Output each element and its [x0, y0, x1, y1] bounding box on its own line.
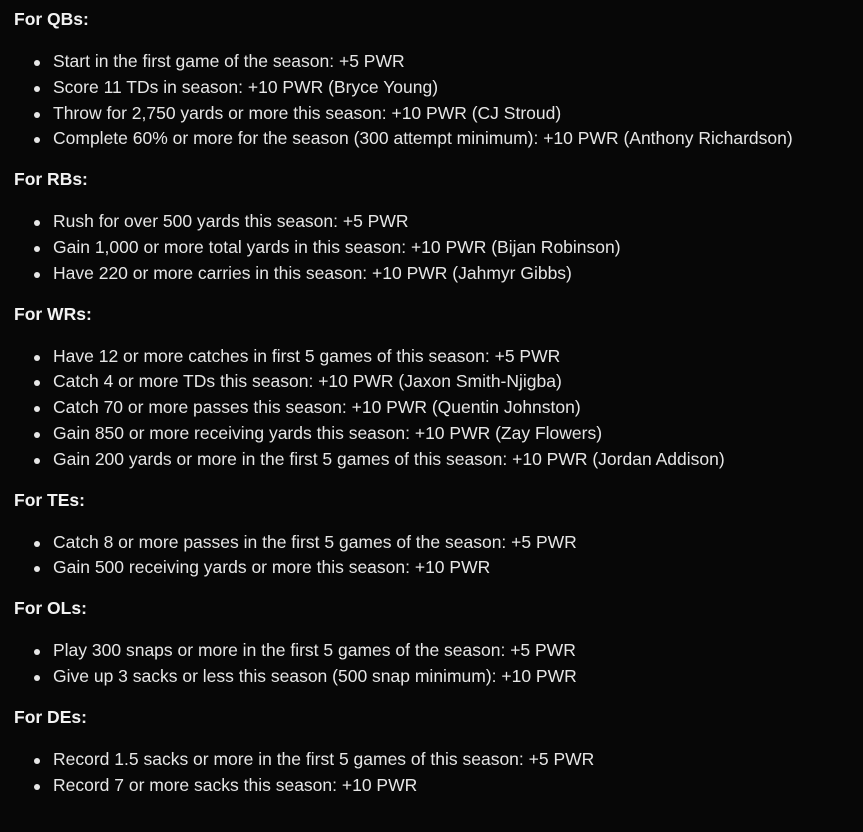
- list-item: Score 11 TDs in season: +10 PWR (Bryce Young): [53, 75, 849, 101]
- list-item: Catch 8 or more passes in the first 5 games of the season: +5 PWR: [53, 530, 849, 556]
- section-rbs: [14, 167, 849, 286]
- bullet-list: [14, 530, 849, 582]
- list-item: Complete 60% or more for the season (300 attempt minimum): +10 PWR (Anthony Richardson): [53, 126, 849, 152]
- bullet-list: [14, 209, 849, 286]
- section-ols: [14, 596, 849, 690]
- section-wrs: [14, 302, 849, 473]
- section-title: For QBs:: [14, 9, 89, 29]
- bullet-list: [14, 344, 849, 473]
- section-title: For RBs:: [14, 169, 88, 190]
- section-des: [14, 705, 849, 799]
- list-item: Catch 70 or more passes this season: +10 PWR (Quentin Johnston): [53, 395, 849, 421]
- bullet-list: [14, 49, 849, 152]
- list-item: Play 300 snaps or more in the first 5 games of the season: +5 PWR: [53, 638, 849, 664]
- section-qbs: [14, 7, 849, 152]
- list-item: Record 7 or more sacks this season: +10 PWR: [53, 773, 849, 799]
- list-item: Catch 4 or more TDs this season: +10 PWR (Jaxon Smith-Njigba): [53, 369, 849, 395]
- section-title: For WRs:: [14, 303, 92, 324]
- list-item: Throw for 2,750 yards or more this season: +10 PWR (CJ Stroud): [53, 101, 849, 127]
- list-item: Gain 200 yards or more in the first 5 games of this season: +10 PWR (Jordan Addison): [53, 447, 849, 473]
- list-item: Give up 3 sacks or less this season (500 snap minimum): +10 PWR: [53, 664, 849, 690]
- section-title: For TEs:: [14, 489, 85, 510]
- bullet-list: [14, 747, 849, 799]
- list-item: Gain 500 receiving yards or more this season: +10 PWR: [53, 555, 849, 581]
- list-item: Have 220 or more carries in this season: +10 PWR (Jahmyr Gibbs): [53, 261, 849, 287]
- section-tes: [14, 488, 849, 582]
- list-item: Rush for over 500 yards this season: +5 PWR: [53, 209, 849, 235]
- bullet-list: [14, 638, 849, 690]
- list-item: Record 1.5 sacks or more in the first 5 games of this season: +5 PWR: [53, 747, 849, 773]
- list-item: Gain 1,000 or more total yards in this season: +10 PWR (Bijan Robinson): [53, 235, 849, 261]
- list-item: Gain 850 or more receiving yards this season: +10 PWR (Zay Flowers): [53, 421, 849, 447]
- list-item: Start in the first game of the season: +5 PWR: [53, 49, 849, 75]
- section-title: For DEs:: [14, 706, 87, 727]
- list-item: Have 12 or more catches in first 5 games of this season: +5 PWR: [53, 344, 849, 370]
- section-title: For OLs:: [14, 598, 87, 619]
